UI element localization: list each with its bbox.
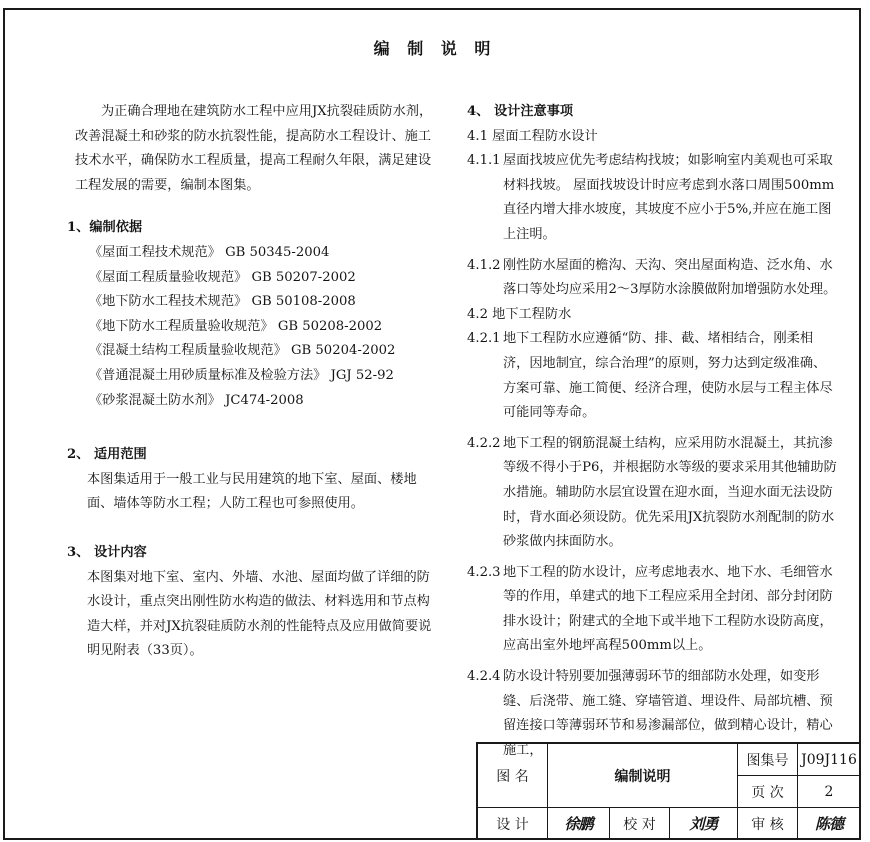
subsection-4-1-heading: 4.1 屋面工程防水设计: [467, 128, 598, 144]
drawing-name-label: 图 名: [478, 744, 548, 808]
atlas-number-label: 图集号: [738, 744, 798, 776]
check-signature: 刘勇: [670, 808, 738, 840]
clause-4-2-1: [467, 327, 839, 425]
section-3-text: 本图集对地下室、室内、外墙、水池、屋面均做了详细的防水设计，重点突出刚性防水构造的做法、材料选用和节点构造大样，并对JX抗裂硅质防水剂的性能特点及应用做简要说明见附表（33页）。: [87, 569, 432, 659]
clause-4-2-3: [467, 561, 839, 659]
reference-item: 《屋面工程技术规范》 GB 50345-2004: [89, 244, 330, 260]
intro-paragraph: 为正确合理地在建筑防水工程中应用JX抗裂硅质防水剂，改善混凝土和砂浆的防水抗裂性能，提高防水工程设计、施工技术水平，确保防水工程质量，提高工程耐久年限，满足建设工程发展的需要，编制本图集。: [75, 104, 433, 193]
clause-number: 4.2.3: [467, 564, 501, 580]
review-label: 审 核: [738, 808, 798, 840]
subsection-4-2-heading: 4.2 地下工程防水: [467, 306, 572, 322]
reference-item: 《地下防水工程技术规范》 GB 50108-2008: [89, 294, 356, 310]
page-title: 编 制 说 明: [373, 39, 497, 58]
clause-number: 4.1.1: [467, 153, 501, 169]
drawing-name-value: 编制说明: [548, 744, 738, 808]
reference-item: 《混凝土结构工程质量验收规范》 GB 50204-2002: [89, 343, 396, 359]
clause-text: 防水设计特别要加强薄弱环节的细部防水处理，如变形缝、后浇带、施工缝、穿墙管道、埋设件、局部坑槽、预留连接口等薄弱环节和易渗漏部位，做到精心设计，精心施工，: [503, 669, 833, 758]
clause-text: 地下工程防水应遵循“防、排、截、堵相结合，刚柔相 济，因地制宜，综合治理”的原则，努力达到定级准确、方案可靠、施工简便、经济合理，使防水层与工程主体尽可能同等寿命。: [503, 331, 833, 421]
page-number-value: 2: [798, 776, 861, 808]
clause-4-1-2: [467, 254, 839, 303]
section-4-heading: 4、 设计注意事项: [467, 104, 574, 119]
clause-number: 4.2.1: [467, 331, 501, 347]
clause-4-1-1: [467, 149, 839, 247]
design-label: 设 计: [478, 808, 548, 840]
left-column: [67, 100, 435, 664]
atlas-number-value: J09J116: [798, 744, 861, 776]
reference-list: [75, 241, 435, 413]
clause-text: 地下工程的防水设计，应考虑地表水、地下水、毛细管水等的作用，单建式的地下工程应采用全封闭、部分封闭防排水设计；附建式的全地下或半地下工程防水设防高度，应高出室外地坪高程500mm以上。: [503, 564, 833, 654]
page-number-label: 页 次: [738, 776, 798, 808]
clause-text: 屋面找坡应优先考虑结构找坡；如影响室内美观也可采取材料找坡。 屋面找坡设计时应考虑到水落口周围500mm直径内增大排水坡度，其坡度不应小于5%,并应在施工图上注明。: [503, 153, 835, 242]
review-signature: 陈德: [798, 808, 861, 840]
section-2-heading: 2、 适用范围: [67, 447, 147, 463]
section-2-text: 本图集适用于一般工业与民用建筑的地下室、屋面、楼地面、墙体等防水工程；人防工程也可参照使用。: [87, 471, 417, 512]
clause-4-2-2: [467, 432, 839, 555]
reference-item: 《地下防水工程质量验收规范》 GB 50208-2002: [89, 318, 383, 334]
title-block: [476, 742, 859, 838]
right-column: [467, 100, 839, 763]
clause-number: 4.2.4: [467, 669, 501, 685]
section-3-heading: 3、 设计内容: [67, 544, 147, 560]
reference-item: 《普通混凝土用砂质量标准及检验方法》 JGJ 52-92: [89, 367, 394, 383]
clause-number: 4.1.2: [467, 257, 501, 273]
reference-item: 《屋面工程质量验收规范》 GB 50207-2002: [89, 269, 356, 285]
clause-text: 地下工程的钢筋混凝土结构，应采用防水混凝土，其抗渗等级不得小于P6，并根据防水等级的要求采用其他辅助防水措施。辅助防水层宜设置在迎水面，当迎水面无法设防时，背水面必须设防。优先采用JX抗裂防水剂配制的防水砂浆做内抹面防水。: [503, 435, 837, 550]
design-signature: 徐鹏: [548, 808, 610, 840]
check-label: 校 对: [610, 808, 670, 840]
section-1-heading: 1、编制依据: [67, 220, 143, 236]
clause-text: 刚性防水屋面的檐沟、天沟、突出屋面构造、泛水角、水落口等处均应采用2～3厚防水涂膜做附加增强防水处理。: [503, 257, 837, 298]
clause-number: 4.2.2: [467, 435, 501, 451]
reference-item: 《砂浆混凝土防水剂》 JC474-2008: [89, 392, 304, 408]
